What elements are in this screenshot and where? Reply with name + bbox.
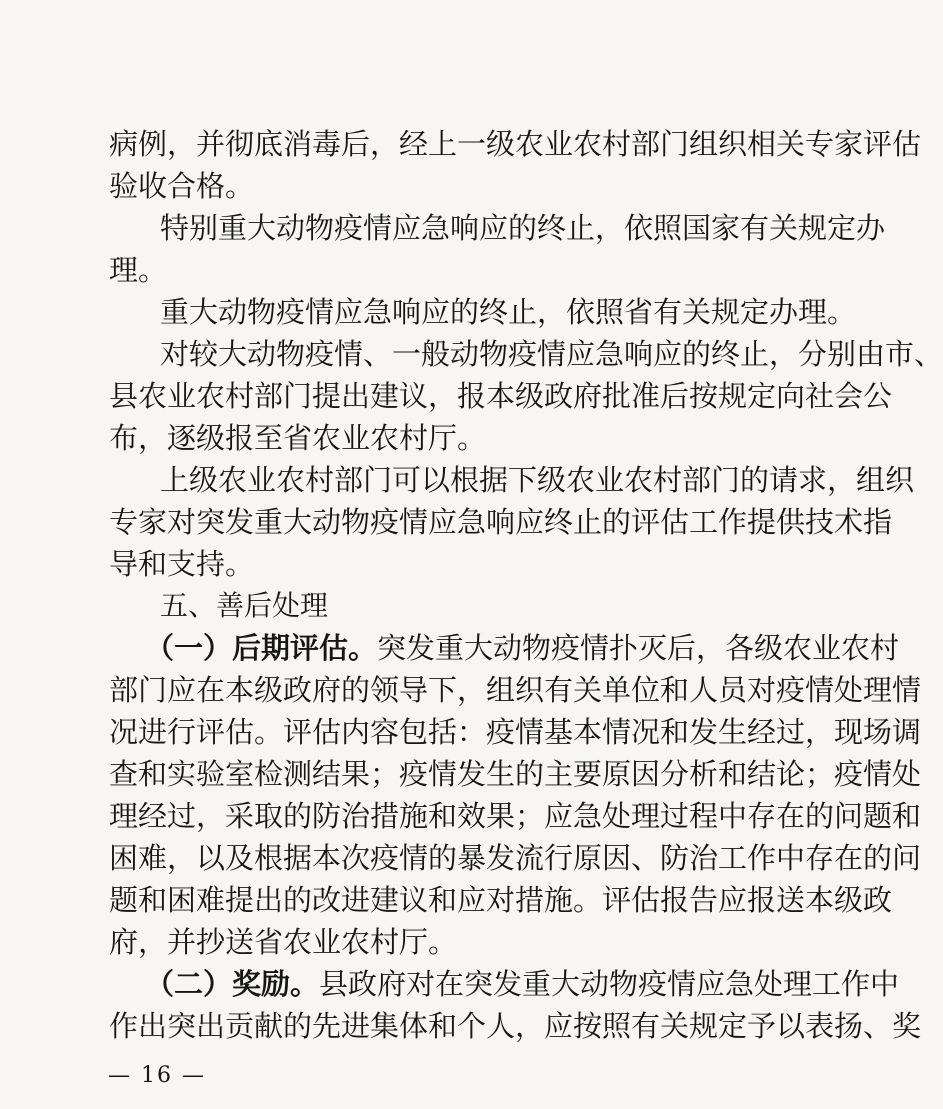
paragraph-line: 病例，并彻底消毒后，经上一级农业农村部门组织相关专家评估 — [109, 127, 922, 161]
paragraph-line: 重大动物疫情应急响应的终止，依照省有关规定办理。 — [160, 295, 857, 329]
subsection-text: 县政府对在突发重大动物疫情应急处理工作中 — [319, 967, 900, 1001]
paragraph-line: 题和困难提出的改进建议和应对措施。评估报告应报送本级政 — [109, 883, 893, 917]
paragraph-line: 特别重大动物疫情应急响应的终止，依照国家有关规定办 — [160, 211, 886, 245]
subsection-text: 突发重大动物疫情扑灭后，各级农业农村 — [377, 631, 900, 665]
paragraph-line: 理。 — [109, 253, 168, 287]
paragraph-line: 况进行评估。评估内容包括：疫情基本情况和发生经过，现场调 — [109, 715, 922, 749]
paragraph-line: 查和实验室检测结果；疫情发生的主要原因分析和结论；疫情处 — [109, 757, 922, 791]
page-number: — 16 — — [108, 1063, 206, 1088]
paragraph-line: 上级农业农村部门可以根据下级农业农村部门的请求，组织 — [160, 463, 915, 497]
paragraph-line: 作出突出贡献的先进集体和个人，应按照有关规定予以表扬、奖 — [109, 1009, 922, 1043]
paragraph-line: 布，逐级报至省农业农村厅。 — [109, 421, 487, 455]
subsection-line — [0, 628, 900, 668]
subsection-title: （一）后期评估。 — [145, 631, 378, 665]
subsection-title: （二）奖励。 — [145, 967, 320, 1001]
paragraph-line: 理经过，采取的防治措施和效果；应急处理过程中存在的问题和 — [109, 799, 922, 833]
paragraph-line: 导和支持。 — [109, 547, 255, 581]
paragraph-line: 对较大动物疫情、一般动物疫情应急响应的终止，分别由市、 — [160, 337, 943, 371]
paragraph-line: 县农业农村部门提出建议，报本级政府批准后按规定向社会公 — [109, 379, 893, 413]
subsection-line — [0, 964, 900, 1004]
paragraph-line: 困难，以及根据本次疫情的暴发流行原因、防治工作中存在的问 — [109, 841, 922, 875]
paragraph-line: 专家对突发重大动物疫情应急响应终止的评估工作提供技术指 — [109, 505, 893, 539]
paragraph-line: 部门应在本级政府的领导下，组织有关单位和人员对疫情处理情 — [109, 673, 922, 707]
section-heading: 五、善后处理 — [160, 589, 329, 622]
paragraph-line: 验收合格。 — [109, 169, 255, 203]
paragraph-line: 府，并抄送省农业农村厅。 — [109, 925, 458, 959]
